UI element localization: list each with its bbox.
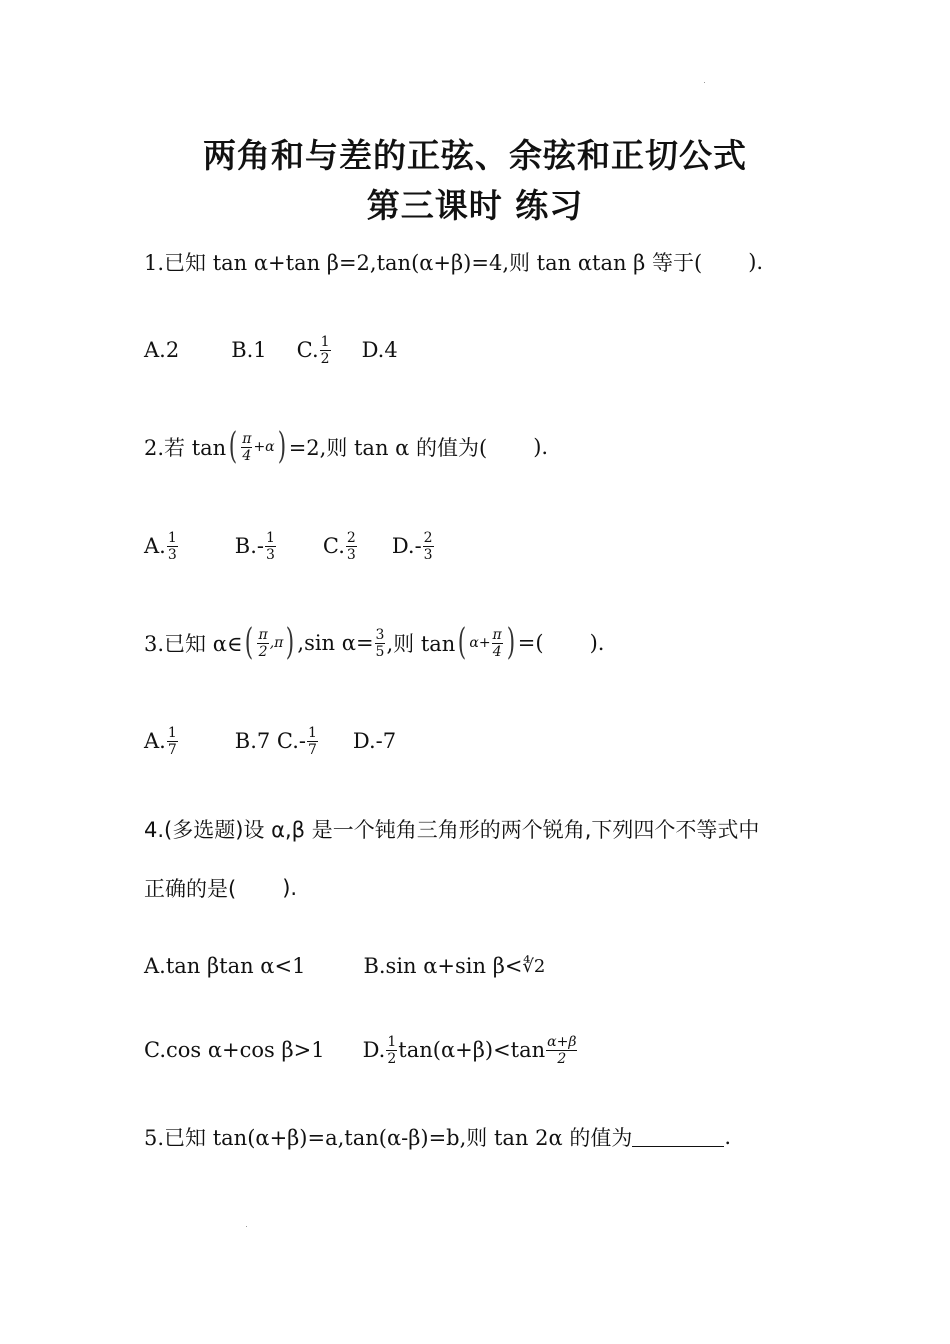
q2-option-a: A. (144, 534, 166, 558)
question-4-cont (144, 866, 297, 910)
q3-option-d: D.-7 (352, 729, 397, 753)
fraction-denominator: 7 (167, 741, 177, 758)
q3-option-b-c: B.7 C.- (234, 729, 306, 753)
q2-options (144, 524, 435, 568)
fraction-denominator: 3 (346, 546, 356, 563)
q3-alpha-plus: α+ (469, 635, 491, 651)
q3-post: =( (517, 631, 544, 655)
fraction-numerator: 1 (320, 333, 330, 350)
fraction-denominator: 2 (320, 350, 330, 367)
fraction-numerator: 1 (167, 724, 177, 741)
q2-post: =2,则 tan α 的值为( (288, 436, 488, 460)
scan-dot (246, 1226, 247, 1227)
q5-text: 5.已知 tan(α+β)=a,tan(α-β)=b,则 tan 2α 的值为 (144, 1126, 633, 1150)
fraction-numerator: 1 (308, 724, 317, 741)
fraction-numerator: 1 (387, 1033, 397, 1050)
fraction-denominator: 4 (242, 447, 252, 464)
question-5 (144, 1115, 731, 1159)
scan-dot (704, 82, 705, 83)
fraction-numerator: 3 (375, 626, 385, 643)
fraction-denominator: 4 (492, 643, 502, 660)
question-4 (144, 807, 759, 851)
q2-option-b: B.- (234, 534, 264, 558)
page-title: 两角和与差的正弦、余弦和正切公式 (203, 136, 747, 175)
fraction-numerator: 2 (423, 529, 433, 546)
q3-option-a: A. (144, 729, 166, 753)
fraction-numerator: π (258, 626, 268, 643)
q4-option-b-root: ∜2 (522, 955, 546, 977)
q4-line1: 4.(多选题)设 α,β 是一个钝角三角形的两个锐角,下列四个不等式中 (144, 818, 760, 842)
fraction-denominator: 3 (423, 546, 433, 563)
q2-pi-over-4 (241, 431, 252, 464)
fraction-denominator: 3 (167, 546, 177, 563)
q2-option-d: D.- (391, 534, 422, 558)
fraction-numerator: π (492, 626, 502, 643)
fraction-denominator: 7 (308, 741, 317, 758)
q2-close: ). (533, 435, 549, 459)
q4-options-ab (144, 944, 545, 988)
q1-close: ). (748, 250, 764, 274)
page-subtitle: 第三课时 练习 (366, 186, 584, 225)
q4-close: ). (282, 876, 298, 900)
fraction-denominator: 2 (557, 1050, 567, 1067)
fraction-numerator: α+β (547, 1033, 577, 1050)
fraction-numerator: 2 (346, 529, 356, 546)
q3-pre: 3.已知 α∈ (144, 632, 243, 656)
fraction-denominator: 5 (375, 643, 385, 660)
q1-option-a: A.2 (144, 338, 180, 362)
q3-options (144, 719, 396, 763)
q3-mid: ,sin α= (297, 631, 374, 655)
question-2: 2.若 tan ( $\frac{\pi}{4}$ +α ) =2,则 tan α 的值为( ). (144, 426, 549, 467)
q5-end: . (724, 1125, 732, 1149)
fraction-numerator: π (242, 430, 252, 447)
q3-close: ). (589, 631, 605, 655)
q3-comma-pi: ,π (269, 635, 284, 651)
q1-option-b: B.1 (231, 338, 267, 362)
fraction-numerator: 1 (265, 529, 275, 546)
fraction-denominator: 2 (387, 1050, 397, 1067)
question-1 (144, 240, 763, 284)
q1-option-c: C. (296, 338, 319, 362)
question-3: 3.已知 α∈ ( $\frac{\pi}{2}$ ,π ) ,sin α= $\frac{3}{5}$ ,则 tan ( α+ $\frac{\pi}{4}$ ) =( ). (144, 622, 605, 663)
q4-line2: 正确的是( (144, 877, 237, 901)
q2-plus-alpha: +α (253, 439, 275, 455)
q3-mid2: ,则 tan (386, 632, 456, 656)
q1-stem: 1.已知 tan α+tan β=2,tan(α+β)=4,则 tan αtan β 等于( (144, 251, 703, 275)
q4-option-a: A.tan βtan α<1 (144, 954, 306, 978)
q1-option-c-fraction (320, 334, 331, 367)
q1-option-d: D.4 (361, 338, 398, 362)
fraction-numerator: 1 (167, 529, 177, 546)
q4-option-d-mid: tan(α+β)<tan (398, 1038, 546, 1062)
q4-option-d: D. (362, 1038, 386, 1062)
answer-blank[interactable] (632, 1128, 724, 1147)
q2-pre: 2.若 tan (144, 436, 227, 460)
q1-options (144, 328, 398, 372)
q4-options-cd (144, 1028, 578, 1072)
q2-option-c: C. (322, 534, 345, 558)
fraction-denominator: 3 (265, 546, 275, 563)
q4-option-b: B.sin α+sin β< (363, 954, 523, 978)
fraction-denominator: 2 (258, 643, 268, 660)
q4-option-c: C.cos α+cos β>1 (144, 1038, 325, 1062)
